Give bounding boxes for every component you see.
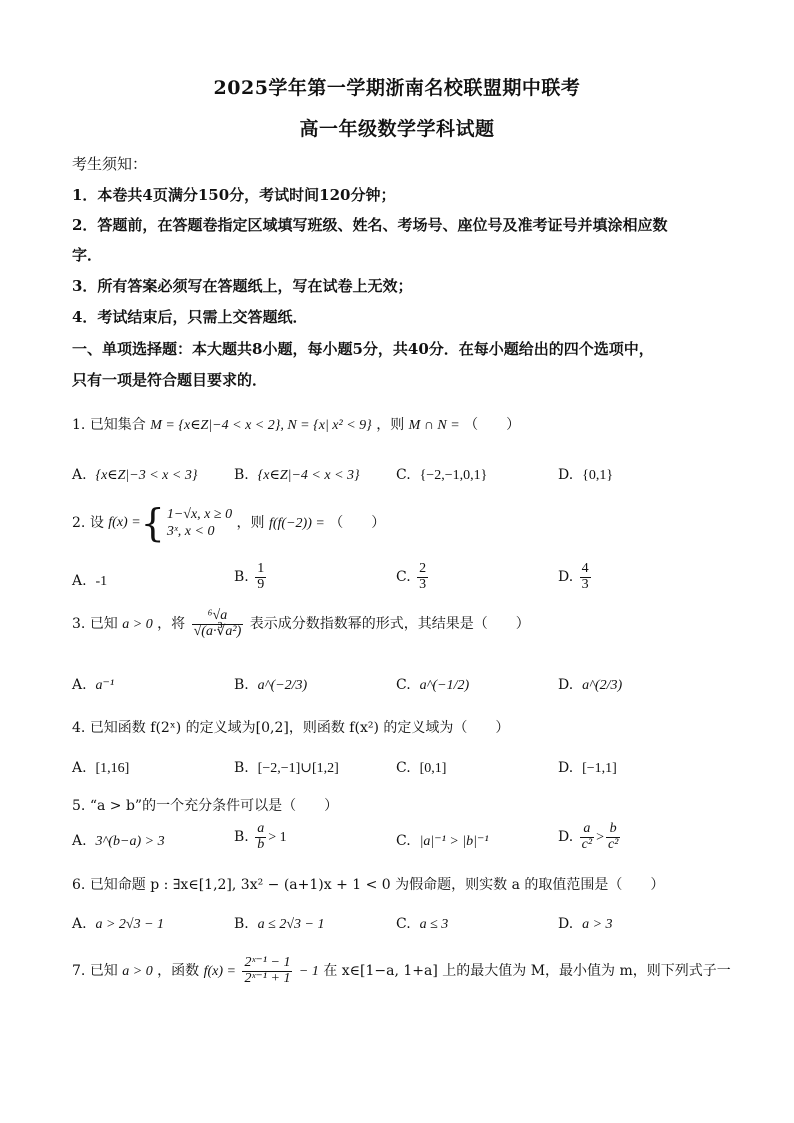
question-math: a > 0 <box>122 617 153 633</box>
option-a: A. -1 <box>72 573 108 589</box>
option-a: A. {x∈Z|−3 < x < 3} <box>72 467 198 483</box>
question-math: f(x) = <box>203 964 236 980</box>
question-7: 7. 已知 a > 0 ，函数 f(x) = $\frac{\text{2ˣ⁻¹ − 1}}{\text{2ˣ⁻¹ + 1}}$ − 1 在 x∈[1−a, 1+a] 上的最大值为 M，最小值为 m，则下列式子一 <box>72 955 731 986</box>
section-heading-line2: 只有一项是符合题目要求的． <box>72 371 268 389</box>
option-b: B. a^(−2/3) <box>234 677 308 693</box>
question-text: 已知 <box>89 963 118 980</box>
function-fraction: $\frac{\text{2ˣ⁻¹ − 1}}{\text{2ˣ⁻¹ + 1}}$ <box>244 955 291 986</box>
option-b: B. $\frac{a}{b}$ > 1 <box>234 821 287 852</box>
question-text: “a > b”的一个充分条件可以是（ ） <box>89 798 339 814</box>
option-b: B. [−2,−1]∪[1,2] <box>234 760 339 776</box>
question-text: ，则 <box>236 515 265 531</box>
question-text: 表示成分数指数幂的形式，其结果是（ ） <box>249 616 530 633</box>
question-6 <box>72 874 664 894</box>
question-math: f(f(−2)) = <box>268 516 325 531</box>
section-heading-line1: 一、单项选择题：本大题共8小题，每小题5分，共40分．在每小题给出的四个选项中， <box>72 340 654 358</box>
exam-title: 2025学年第一学期浙南名校联盟期中联考 <box>213 77 581 99</box>
question-text: ，则 <box>376 417 405 433</box>
option-c: C. |a|⁻¹ > |b|⁻¹ <box>396 833 489 849</box>
option-d: D. [−1,1] <box>558 760 617 776</box>
piecewise-function: f(x) = { 1−√x, x ≥ 0 3ˣ, x < 0 <box>108 501 233 545</box>
question-4 <box>72 717 509 737</box>
question-number: 2. <box>72 515 86 531</box>
question-number: 5. <box>72 798 86 814</box>
question-number: 1. <box>72 417 86 433</box>
option-c: C. [0,1] <box>396 760 447 776</box>
notice-item-2-cont: 字． <box>72 246 103 264</box>
notice-heading: 考生须知： <box>72 155 148 173</box>
option-a: A. [1,16] <box>72 760 130 776</box>
question-number: 3. <box>72 616 86 633</box>
answer-paren: （ ） <box>464 417 521 433</box>
option-c: C. $\frac{2}{3}$ <box>396 561 427 592</box>
answer-paren: （ ） <box>329 515 386 531</box>
option-d: D. $\frac{4}{3}$ <box>558 561 589 592</box>
question-number: 4. <box>72 720 86 736</box>
question-number: 7. <box>72 963 86 980</box>
notice-item-3: 3．所有答案必须写在答题纸上，写在试卷上无效； <box>72 277 413 295</box>
option-d: D. {0,1} <box>558 467 614 483</box>
question-text: 设 <box>89 515 104 531</box>
option-a: A. 3^(b−a) > 3 <box>72 833 165 849</box>
question-number: 6. <box>72 877 86 893</box>
question-text: 已知函数 f(2ˣ) 的定义域为[0,2]，则函数 f(x²) 的定义域为（ ） <box>89 720 510 736</box>
option-b: B. {x∈Z|−4 < x < 3} <box>234 467 360 483</box>
question-text: ，函数 <box>157 963 200 980</box>
question-3 <box>72 609 530 639</box>
option-a: A. a⁻¹ <box>72 677 115 693</box>
question-text: 已知命题 p : ∃x∈[1,2], 3x² − (a+1)x + 1 < 0 为假命题，则实数 a 的取值范围是（ ） <box>89 877 665 893</box>
question-text: 已知 <box>89 616 118 633</box>
question-1 <box>72 414 520 434</box>
question-text: 已知集合 <box>89 417 146 433</box>
notice-item-2: 2．答题前，在答题卷指定区域填写班级、姓名、考场号、座位号及准考证号并填涂相应数 <box>72 216 668 234</box>
option-d: D. a > 3 <box>558 916 613 932</box>
option-c: C. {−2,−1,0,1} <box>396 467 488 483</box>
question-text: 在 x∈[1−a, 1+a] 上的最大值为 M，最小值为 m，则下列式子一 <box>323 963 731 980</box>
option-a: A. a > 2√3 − 1 <box>72 916 165 932</box>
option-c: C. a^(−1/2) <box>396 677 470 693</box>
radical-fraction: $\frac{\text{⁶√a}}{\text{√(a·∛a²)}}$ <box>193 608 242 639</box>
question-5 <box>72 795 338 815</box>
option-c: C. a ≤ 3 <box>396 916 449 932</box>
exam-subtitle: 高一年级数学学科试题 <box>299 118 495 140</box>
option-b: B. $\frac{1}{9}$ <box>234 561 265 592</box>
option-b: B. a ≤ 2√3 − 1 <box>234 916 325 932</box>
question-math: M = {x∈Z|−4 < x < 2}, N = {x| x² < 9} <box>150 418 372 433</box>
notice-item-1: 1．本卷共4页满分150分，考试时间120分钟； <box>72 186 396 204</box>
question-math: a > 0 <box>122 964 153 980</box>
notice-item-4: 4．考试结束后，只需上交答题纸． <box>72 308 308 326</box>
question-2 <box>72 501 386 545</box>
question-text: ，将 <box>157 616 186 633</box>
question-math: M ∩ N = <box>408 418 460 433</box>
option-d: D. a^(2/3) <box>558 677 623 693</box>
option-d: D. $\frac{a}{\text{c²}}$ > $\frac{b}{\text{c²}}$ <box>558 821 619 852</box>
